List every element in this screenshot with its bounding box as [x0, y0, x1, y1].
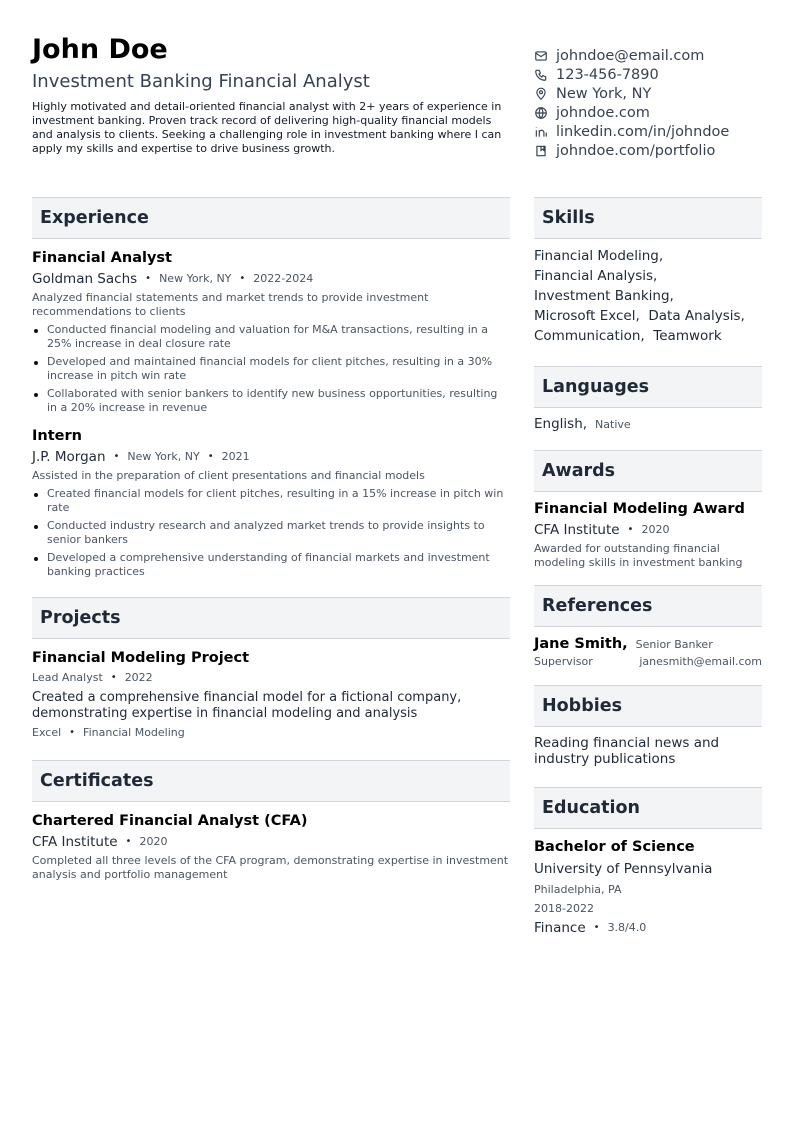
- skill-item: Data Analysis,: [648, 308, 745, 324]
- education-heading: Education: [534, 787, 762, 829]
- education-degree: Bachelor of Science: [534, 839, 695, 855]
- education-school: University of Pennsylvania: [534, 861, 713, 877]
- project-year: 2022: [124, 671, 153, 684]
- certificate-description: Completed all three levels of the CFA program, demonstrating expertise in investment analysis and portfolio management: [32, 854, 509, 881]
- bullet-item: Conducted industry research and analyzed market trends to provide insights to senior bankers: [32, 519, 510, 547]
- contact-phone[interactable]: [534, 65, 774, 84]
- certificate-item: [32, 812, 510, 882]
- contact-website[interactable]: [534, 103, 774, 122]
- location-text: New York, NY: [556, 85, 652, 102]
- bullet-item: Conducted financial modeling and valuation for M&A transactions, resulting in a 25% increase in deal closure rate: [32, 323, 510, 351]
- skill-item: Microsoft Excel,: [534, 308, 640, 324]
- experience-company: J.P. Morgan: [32, 449, 106, 465]
- separator-dot: •: [69, 727, 76, 738]
- reference-relation: Supervisor: [534, 655, 593, 668]
- bullet-item: Developed and maintained financial models for client pitches, resulting in a 30% increase in pitch win rate: [32, 355, 510, 383]
- award-issuer: CFA Institute: [534, 522, 620, 538]
- contact-email[interactable]: [534, 46, 774, 65]
- map-pin-icon: [534, 87, 548, 101]
- projects-heading: Projects: [32, 597, 510, 639]
- education-dates: 2018-2022: [534, 902, 594, 915]
- separator-dot: •: [145, 273, 152, 284]
- separator-dot: •: [593, 922, 600, 933]
- skill-item: Communication,: [534, 328, 645, 344]
- education-location: Philadelphia, PA: [534, 883, 622, 896]
- skill-item: Financial Modeling,: [534, 248, 664, 264]
- separator-dot: •: [113, 451, 120, 462]
- experience-location: New York, NY: [159, 272, 232, 285]
- contact-block: [534, 46, 774, 160]
- experience-dates: 2021: [221, 450, 250, 463]
- award-title: Financial Modeling Award: [534, 501, 745, 517]
- experience-summary: Assisted in the preparation of client presentations and financial models: [32, 469, 425, 482]
- globe-icon: [534, 106, 548, 120]
- portfolio-icon: [534, 144, 548, 158]
- bullet-item: Developed a comprehensive understanding of financial markets and investment banking practices: [32, 551, 510, 579]
- candidate-title: Investment Banking Financial Analyst: [32, 71, 370, 92]
- hobbies-heading: Hobbies: [534, 685, 762, 727]
- experience-company: Goldman Sachs: [32, 271, 138, 287]
- skills-list: [534, 246, 762, 346]
- website-text: johndoe.com: [556, 104, 650, 121]
- linkedin-text: linkedin.com/in/johndoe: [556, 123, 730, 140]
- candidate-name: John Doe: [32, 34, 168, 65]
- bullet-item: Collaborated with senior bankers to identify new business opportunities, resulting in a 20% increase in revenue: [32, 387, 510, 415]
- certificate-year: 2020: [139, 835, 168, 848]
- experience-bullets: [32, 487, 510, 579]
- award-year: 2020: [641, 523, 670, 536]
- certificate-issuer: CFA Institute: [32, 834, 118, 850]
- awards-heading: Awards: [534, 450, 762, 492]
- award-item: [534, 500, 762, 570]
- experience-title: Financial Analyst: [32, 250, 172, 266]
- phone-icon: [534, 68, 548, 82]
- experience-summary: Analyzed financial statements and market trends to provide investment recommendations to clients: [32, 291, 429, 318]
- separator-dot: •: [110, 672, 117, 683]
- project-role: Lead Analyst: [32, 671, 103, 684]
- resume-header: [32, 34, 512, 156]
- mail-icon: [534, 49, 548, 63]
- experience-item: [32, 427, 510, 579]
- experience-heading: Experience: [32, 197, 510, 239]
- separator-dot: •: [239, 273, 246, 284]
- skill-item: Financial Analysis,: [534, 268, 658, 284]
- separator-dot: •: [627, 524, 634, 535]
- experience-bullets: [32, 323, 510, 415]
- separator-dot: •: [207, 451, 214, 462]
- reference-position: Senior Banker: [635, 638, 713, 651]
- email-text: johndoe@email.com: [556, 47, 705, 64]
- certificate-title: Chartered Financial Analyst (CFA): [32, 813, 308, 829]
- reference-name: Jane Smith,: [534, 636, 628, 652]
- project-tag: Financial Modeling: [83, 726, 185, 739]
- project-description: Created a comprehensive financial model for a fictional company, demonstrating expertise in financial modeling and analysis: [32, 690, 462, 721]
- project-tag: Excel: [32, 726, 62, 739]
- award-description: Awarded for outstanding financial modeling skills in investment banking: [534, 542, 743, 569]
- language-name: English,: [534, 416, 588, 432]
- contact-portfolio[interactable]: [534, 141, 774, 160]
- left-column: [32, 197, 510, 882]
- languages-heading: Languages: [534, 366, 762, 408]
- skills-heading: Skills: [534, 197, 762, 239]
- education-gpa: 3.8/4.0: [607, 921, 647, 934]
- experience-location: New York, NY: [127, 450, 200, 463]
- project-title: Financial Modeling Project: [32, 650, 250, 666]
- right-column: [534, 197, 762, 937]
- experience-dates: 2022-2024: [253, 272, 314, 285]
- education-item: [534, 838, 762, 937]
- separator-dot: •: [125, 836, 132, 847]
- profile-summary: Highly motivated and detail-oriented financial analyst with 2+ years of experience in investment banking. Proven track record of delivering high-quality financial models and analysis to clients. Seeking a challenging role in investment banking where I can apply my skills and expertise to drive business growth.: [32, 100, 502, 155]
- project-item: [32, 649, 510, 742]
- experience-item: [32, 249, 510, 415]
- portfolio-text: johndoe.com/portfolio: [556, 142, 716, 159]
- linkedin-icon: [534, 125, 548, 139]
- language-level: Native: [595, 418, 631, 431]
- experience-title: Intern: [32, 428, 82, 444]
- phone-text: 123-456-7890: [556, 66, 659, 83]
- bullet-item: Created financial models for client pitches, resulting in a 15% increase in pitch win rate: [32, 487, 510, 515]
- hobby-item: Reading financial news and industry publications: [534, 735, 720, 767]
- education-field: Finance: [534, 920, 586, 936]
- language-item: [534, 416, 762, 432]
- skill-item: Teamwork: [653, 328, 722, 344]
- reference-item: [534, 636, 762, 669]
- references-heading: References: [534, 585, 762, 627]
- certificates-heading: Certificates: [32, 760, 510, 802]
- skill-item: Investment Banking,: [534, 288, 674, 304]
- contact-linkedin[interactable]: [534, 122, 774, 141]
- reference-email[interactable]: janesmith@email.com: [639, 655, 762, 668]
- contact-location: [534, 84, 774, 103]
